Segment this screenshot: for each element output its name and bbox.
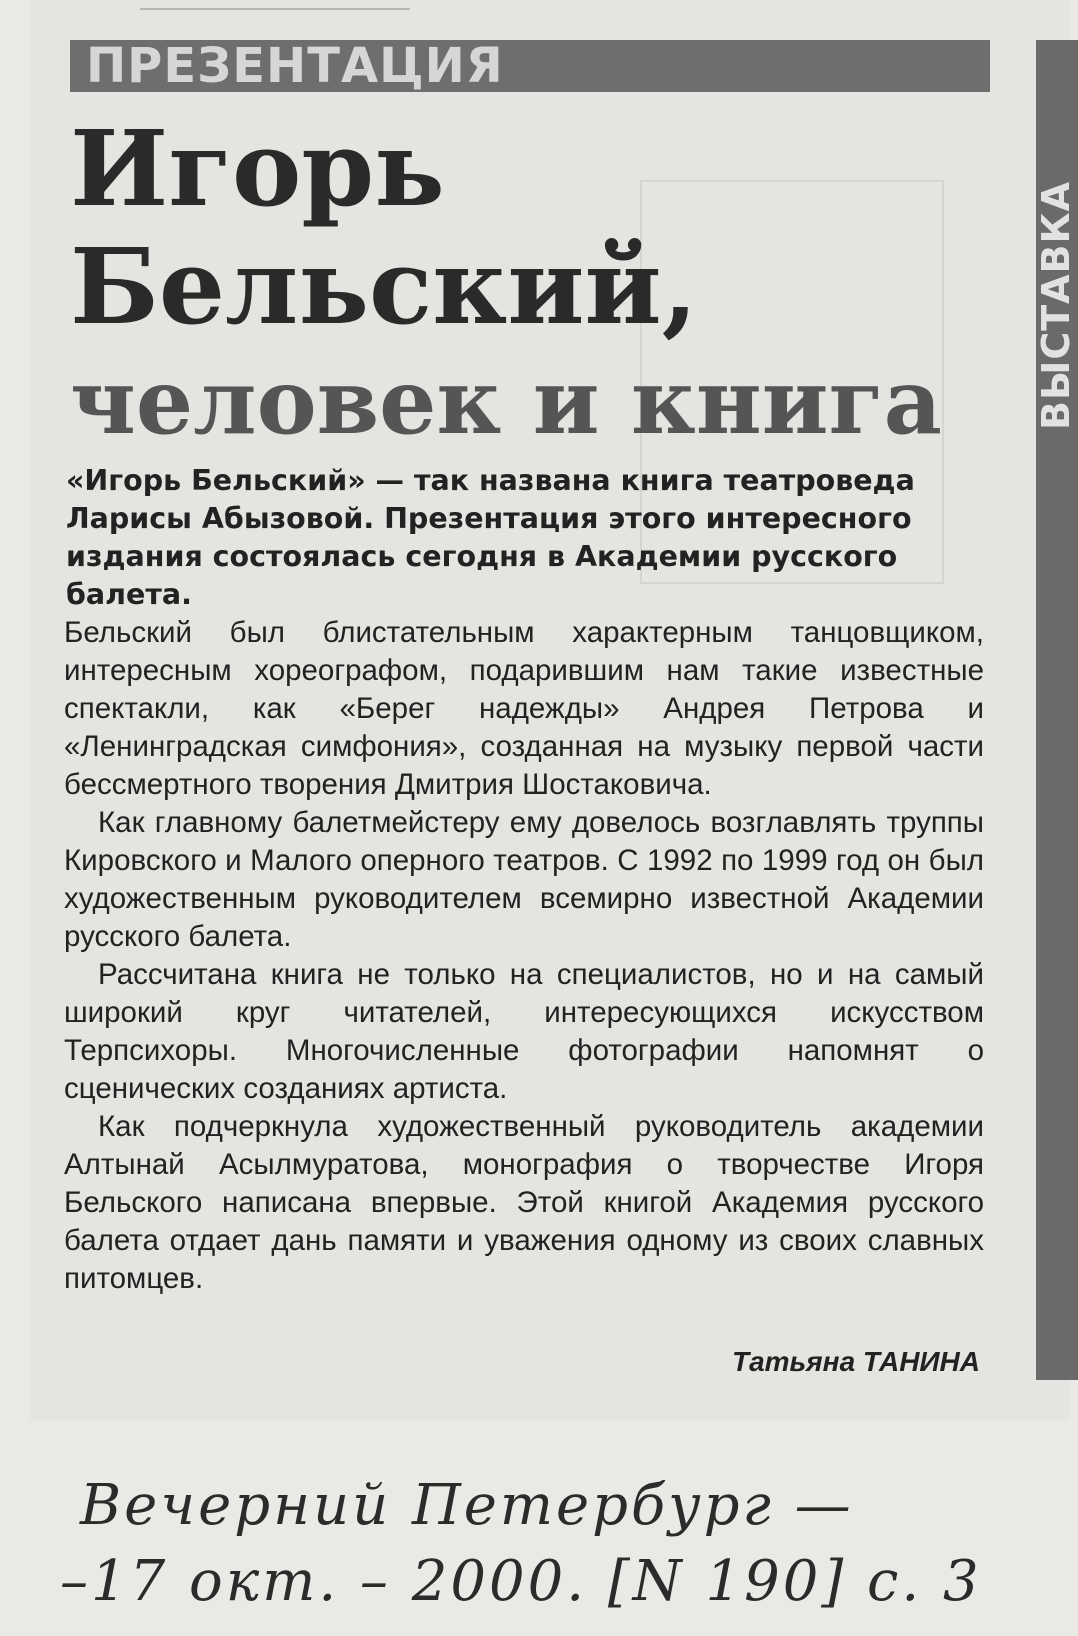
handwritten-line-1: Вечерний Петербург —: [80, 1473, 854, 1538]
side-rubric-label: ВЫСТАВКА: [1034, 181, 1078, 430]
paragraph: Бельский был блистательным характерным танцовщиком, интересным хореографом, подарившим нам такие известные спектакли, как «Берег надежды» Андрея Петрова и «Ленинградская симфония», созданная на музыку первой части бессмертного творения Дмитрия Шостаковича.: [64, 616, 984, 801]
article-body: [64, 614, 984, 1298]
headline-line-3: человек и книга: [70, 349, 942, 455]
paragraph: Рассчитана книга не только на специалистов, но и на самый широкий круг читателей, интересующихся искусством Терпсихоры. Многочисленные фотографии напомнят о сценических созданиях артиста.: [64, 958, 984, 1105]
article-lead: «Игорь Бельский» — так названа книга театроведа Ларисы Абызовой. Презентация этого интересного издания состоялась сегодня в Академии русского балета.: [66, 464, 915, 611]
article-author: Татьяна ТАНИНА: [731, 1346, 980, 1377]
headline-line-1: Игорь: [70, 107, 445, 230]
article-headline: [70, 107, 1010, 458]
handwritten-source-note: [60, 1468, 1000, 1620]
paragraph: Как подчеркнула художественный руководитель академии Алтынай Асылмуратова, монография о творчестве Игоря Бельского написана впервые. Этой книгой Академия русского балета отдает дань памяти и уважения одному из своих славных питомцев.: [64, 1110, 984, 1295]
headline-line-2: Бельский,: [70, 225, 698, 348]
torn-edge: [140, 0, 410, 10]
rubric-label: ПРЕЗЕНТАЦИЯ: [86, 38, 504, 94]
handwritten-line-2: –17 окт. – 2000. [N 190] с. 3: [60, 1549, 982, 1614]
paragraph: Как главному балетмейстеру ему довелось возглавлять труппы Кировского и Малого оперного театров. С 1992 по 1999 год он был художественным руководителем всемирно известной Академии русского балета.: [64, 806, 984, 953]
